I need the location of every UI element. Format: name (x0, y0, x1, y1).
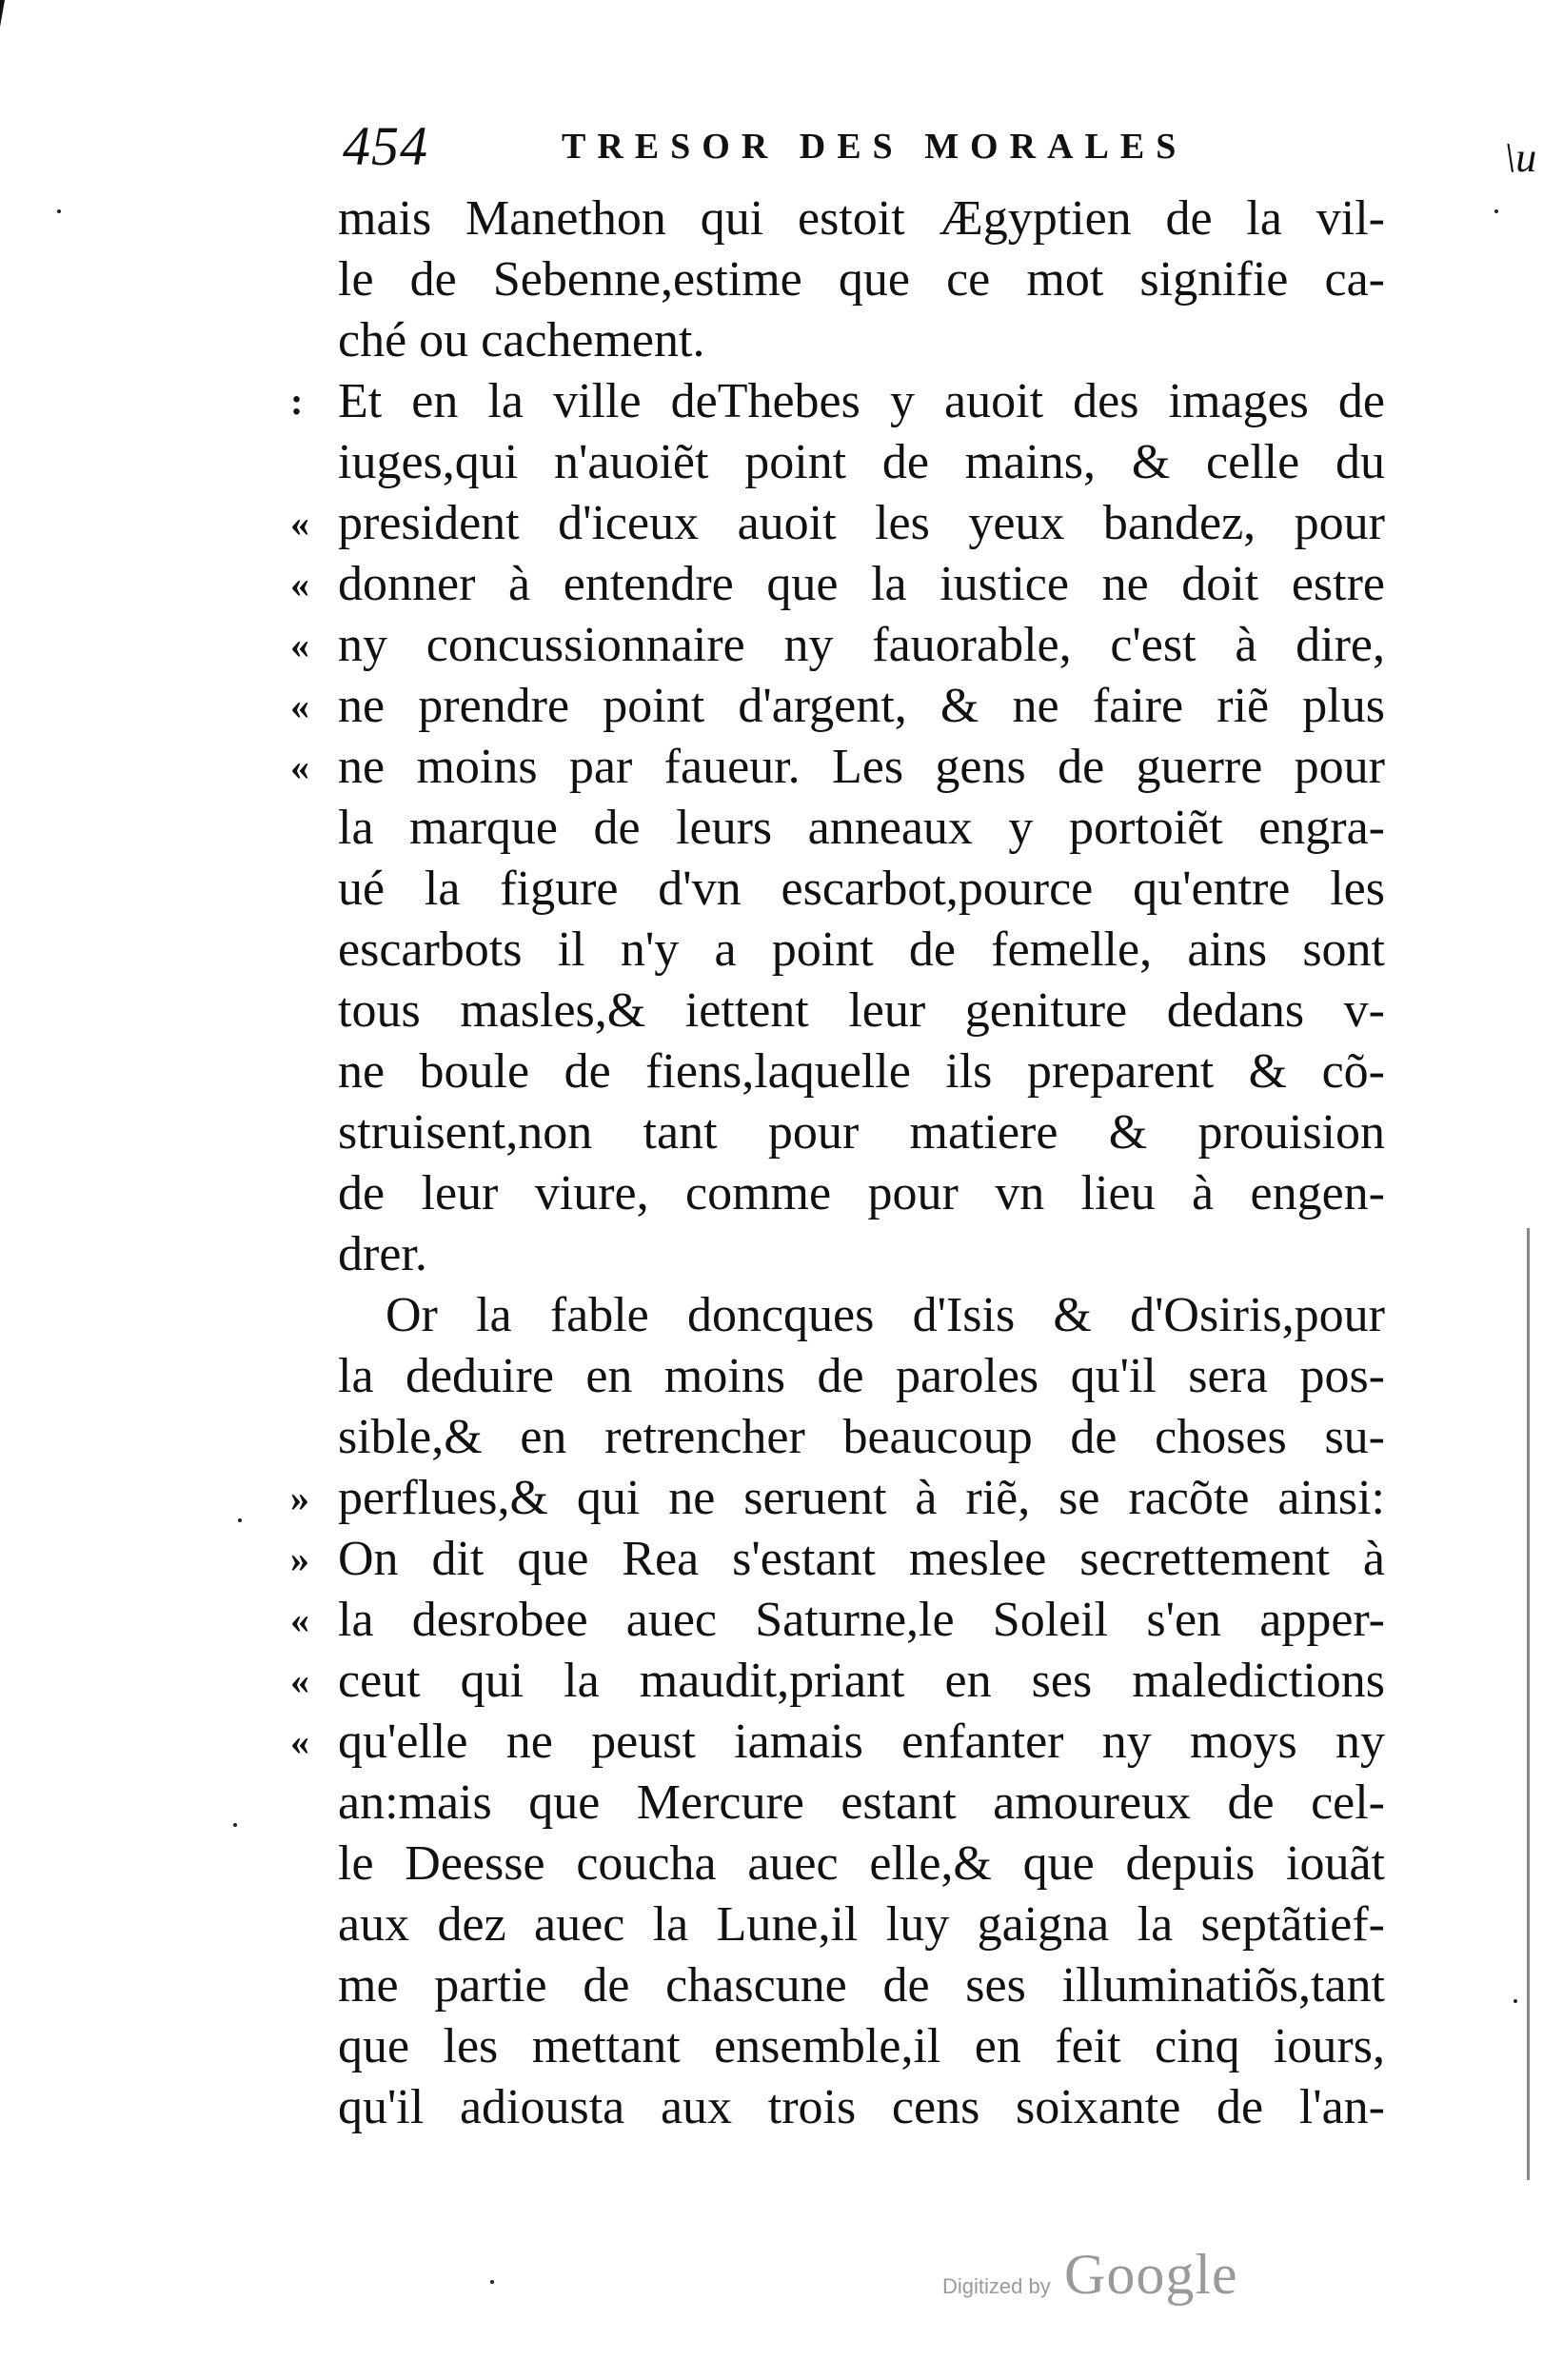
text-line: » On dit que Rea s'estant meslee secrettement à (338, 1529, 1385, 1590)
text-line: « ne prendre point d'argent, & ne faire riẽ plus (338, 676, 1385, 737)
quote-mark: « (290, 1659, 309, 1702)
text-line: « ceut qui la maudit,priant en ses maledictions (338, 1651, 1385, 1712)
page-edge-mark (0, 0, 18, 67)
text-line: le de Sebenne,estime que ce mot signifie ca- (338, 252, 1385, 307)
text-line: mais Manethon qui estoit Ægyptien de la vil- (338, 191, 1385, 246)
speck (1513, 1999, 1517, 2003)
speck (57, 209, 61, 213)
text-line: la marque de leurs anneaux y portoiẽt engra- (338, 801, 1385, 855)
quote-mark: « (290, 502, 309, 545)
text-line: qu'il adiousta aux trois cens soixante de l'an- (338, 2080, 1385, 2134)
watermark-label: Digitized by (942, 2274, 1051, 2298)
quote-mark: « (290, 563, 309, 605)
text-line: « donner à entendre que la iustice ne doit estre (338, 554, 1385, 615)
page-number: 454 (343, 115, 428, 177)
body-text (290, 188, 1385, 2138)
google-logo: Google (1064, 2243, 1238, 2306)
text-line: « president d'iceux auoit les yeux bandez, pour (338, 493, 1385, 554)
text-line: : Et en la ville deThebes y auoit des images de (338, 371, 1385, 432)
text-line: struisent,non tant pour matiere & prouision (338, 1105, 1385, 1160)
running-title: TRESOR DES MORALES (562, 127, 1188, 167)
text-line: « ne moins par faueur. Les gens de guerre pour (338, 737, 1385, 798)
text-line: sible,& en retrencher beaucoup de choses su- (338, 1410, 1385, 1464)
speck (238, 1518, 242, 1522)
text-line: le Deesse coucha auec elle,& que depuis iouãt (338, 1836, 1385, 1891)
quote-mark: » (290, 1537, 309, 1580)
text-line: ne boule de fiens,laquelle ils preparent & cõ- (338, 1044, 1385, 1099)
text-line: ué la figure d'vn escarbot,pource qu'entre les (338, 862, 1385, 916)
text-line: iuges,qui n'auoiẽt point de mains, & celle du (338, 435, 1385, 489)
quote-mark: » (290, 1477, 309, 1519)
speck (1494, 209, 1498, 213)
text-line: « la desrobee auec Saturne,le Soleil s'en apper- (338, 1590, 1385, 1651)
page-header (343, 114, 1295, 190)
text-line: tous masles,& iettent leur geniture dedans v- (338, 983, 1385, 1038)
text-line: « ny concussionnaire ny fauorable, c'est à dire, (338, 615, 1385, 676)
text-line: Or la fable doncques d'Isis & d'Osiris,pour (386, 1288, 1385, 1342)
quote-mark: « (290, 1720, 309, 1763)
text-line: aux dez auec la Lune,il luy gaigna la septãtief- (338, 1897, 1385, 1952)
text-line: de leur viure, comme pour vn lieu à engen- (338, 1166, 1385, 1220)
text-line: escarbots il n'y a point de femelle, ains sont (338, 922, 1385, 977)
text-line: ché ou cachement. (338, 313, 705, 367)
quote-mark: « (290, 684, 309, 727)
quote-mark: : (290, 380, 304, 423)
quote-mark: « (290, 745, 309, 788)
speck (490, 2280, 494, 2284)
text-line: me partie de chascune de ses illuminatiõs,tant (338, 1958, 1385, 2013)
text-line: « qu'elle ne peust iamais enfanter ny moys ny (338, 1712, 1385, 1773)
quote-mark: « (290, 624, 309, 666)
speck (233, 1823, 237, 1827)
text-line: » perflues,& qui ne seruent à riẽ, se racõte ainsi: (338, 1468, 1385, 1529)
text-line: an:mais que Mercure estant amoureux de cel- (338, 1775, 1385, 1830)
quote-mark: « (290, 1598, 309, 1641)
page-edge-shadow (1527, 1228, 1530, 2180)
margin-mark: \u (1504, 134, 1537, 181)
text-line: que les mettant ensemble,il en feit cinq iours, (338, 2019, 1385, 2073)
text-line: la deduire en moins de paroles qu'il sera pos- (338, 1349, 1385, 1403)
digitized-by-watermark (942, 2242, 1285, 2318)
text-line: drer. (338, 1227, 427, 1281)
